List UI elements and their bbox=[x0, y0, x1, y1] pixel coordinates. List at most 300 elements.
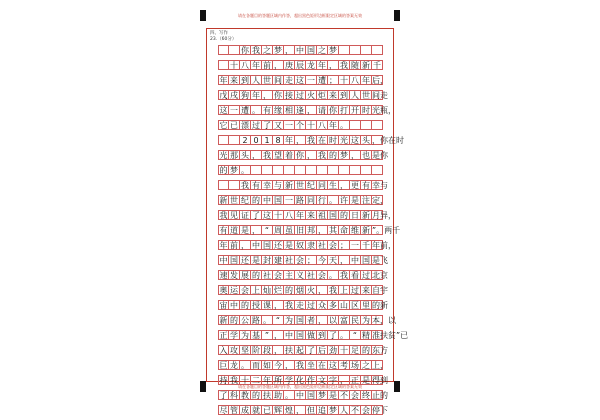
grid-cell: 是 bbox=[252, 256, 260, 265]
grid-cell: 过 bbox=[252, 121, 260, 130]
grid-cell: 也 bbox=[362, 151, 370, 160]
grid-cell: 炬 bbox=[318, 91, 326, 100]
grid-cell: 光瓶， bbox=[372, 106, 396, 115]
grid-row bbox=[218, 135, 404, 145]
grid-cell: 一 bbox=[230, 106, 238, 115]
grid-cell: 八 bbox=[318, 121, 326, 130]
grid-cell: 的 bbox=[362, 346, 370, 355]
grid-cell: 幸 bbox=[263, 181, 271, 190]
grid-cell: 停下 bbox=[372, 406, 388, 415]
grid-cell: 在 bbox=[318, 361, 326, 370]
grid-cell: 北京 bbox=[372, 271, 388, 280]
grid-cell: 同 bbox=[307, 196, 315, 205]
grid-cell: 。 bbox=[340, 331, 348, 340]
grid-cell: 见 bbox=[230, 211, 238, 220]
grid-cell: 我 bbox=[285, 301, 293, 310]
grid-cell: 。 bbox=[329, 271, 337, 280]
grid-cell: 中 bbox=[296, 391, 304, 400]
grid-cell: 终 bbox=[362, 391, 370, 400]
grid-row bbox=[218, 225, 401, 235]
grid-cell: 精 bbox=[362, 331, 370, 340]
grid-cell: ； bbox=[307, 256, 315, 265]
grid-cell: 起 bbox=[296, 346, 304, 355]
grid-cell: 新 bbox=[362, 61, 370, 70]
grid-cell: 走 bbox=[285, 76, 293, 85]
grid-cell: 又 bbox=[274, 121, 282, 130]
grid-cell: 的新 bbox=[372, 301, 388, 310]
grid-cell: 。 bbox=[340, 121, 348, 130]
grid-row bbox=[218, 150, 388, 160]
grid-cell: 义 bbox=[296, 271, 304, 280]
grid-cell: 其 bbox=[329, 226, 337, 235]
grid-cell: 人 bbox=[351, 91, 359, 100]
grid-cell: 有 bbox=[219, 226, 228, 235]
grid-cell: 我 bbox=[318, 151, 326, 160]
grid-cell: 八 bbox=[285, 211, 293, 220]
grid-cell: 新 bbox=[219, 196, 228, 205]
grid-cell: ， bbox=[296, 406, 304, 415]
grid-cell bbox=[339, 165, 350, 175]
grid-cell: 成 bbox=[241, 406, 249, 415]
grid-cell: 龙 bbox=[230, 361, 238, 370]
grid-cell: 我 bbox=[307, 136, 315, 145]
grid-cell: 基 bbox=[252, 331, 260, 340]
grid-cell: 道 bbox=[230, 226, 238, 235]
grid-cell: 有 bbox=[362, 181, 370, 190]
grid-cell: 时 bbox=[362, 106, 370, 115]
grid-cell: 富 bbox=[340, 316, 348, 325]
grid-cell: 以 bbox=[329, 316, 337, 325]
grid-cell: 这 bbox=[219, 106, 228, 115]
grid-cell: 新 bbox=[285, 181, 293, 190]
grid-cell: 持 bbox=[219, 376, 228, 385]
grid-cell: 这 bbox=[296, 76, 304, 85]
grid-cell: 定， bbox=[372, 196, 388, 205]
grid-cell: 坐 bbox=[307, 361, 315, 370]
grid-cell bbox=[317, 165, 328, 175]
grid-cell: 自宇 bbox=[372, 286, 388, 295]
grid-cell: 年 bbox=[219, 241, 228, 250]
grid-cell: 月异， bbox=[372, 211, 396, 220]
grid-cell bbox=[295, 165, 306, 175]
grid-cell: 随 bbox=[351, 61, 359, 70]
grid-cell: 足 bbox=[351, 346, 359, 355]
grid-cell: 所 bbox=[274, 376, 282, 385]
grid-cell: 我 bbox=[296, 361, 304, 370]
grid-cell: 你 bbox=[329, 106, 337, 115]
grid-row bbox=[218, 210, 396, 220]
grid-row bbox=[218, 255, 388, 265]
grid-cell: 相 bbox=[285, 106, 293, 115]
grid-cell: 会 bbox=[362, 406, 370, 415]
grid-cell: 。 bbox=[263, 316, 271, 325]
writing-grid bbox=[218, 45, 409, 420]
grid-cell: 速 bbox=[219, 271, 228, 280]
grid-cell: 已 bbox=[230, 121, 238, 130]
grid-cell: 灿 bbox=[263, 286, 271, 295]
grid-cell: 科 bbox=[230, 391, 238, 400]
grid-cell: 间走 bbox=[372, 91, 388, 100]
grid-cell: 同 bbox=[318, 181, 326, 190]
grid-cell: 是 bbox=[362, 376, 370, 385]
grid-row bbox=[218, 405, 388, 415]
grid-cell: ， bbox=[340, 181, 348, 190]
grid-cell: “ bbox=[262, 225, 273, 235]
grid-cell: 宙 bbox=[219, 301, 228, 310]
grid-row bbox=[218, 270, 388, 280]
grid-cell: 年 bbox=[362, 76, 370, 85]
grid-cell: ， bbox=[340, 376, 348, 385]
grid-cell: 社 bbox=[285, 256, 293, 265]
grid-cell: 尽 bbox=[219, 406, 228, 415]
grid-cell: 今 bbox=[274, 361, 282, 370]
grid-cell: 十 bbox=[230, 61, 238, 70]
grid-cell: 八 bbox=[351, 76, 359, 85]
grid-cell: 者 bbox=[307, 316, 315, 325]
grid-cell bbox=[229, 45, 240, 55]
grid-cell: ， bbox=[274, 61, 282, 70]
grid-cell: 梦 bbox=[340, 151, 348, 160]
grid-cell: 是 bbox=[285, 241, 293, 250]
grid-cell: 周 bbox=[274, 226, 282, 235]
grid-cell: 。 bbox=[285, 391, 293, 400]
grid-cell: 追 bbox=[318, 406, 326, 415]
grid-cell: 扶 bbox=[285, 346, 293, 355]
grid-cell: 本，以 bbox=[372, 316, 396, 325]
grid-cell: 走 bbox=[296, 301, 304, 310]
grid-cell: 戌 bbox=[230, 91, 238, 100]
grid-cell: 区 bbox=[351, 301, 359, 310]
grid-cell: 多 bbox=[329, 301, 337, 310]
grid-cell: 头 bbox=[362, 136, 370, 145]
grid-cell: 上 bbox=[340, 286, 348, 295]
grid-cell: 来 bbox=[362, 286, 370, 295]
grid-cell: 时 bbox=[329, 136, 337, 145]
grid-row bbox=[218, 165, 383, 175]
grid-cell: 2 bbox=[240, 135, 251, 145]
grid-cell: 的 bbox=[340, 211, 348, 220]
grid-cell: 梦 bbox=[329, 406, 337, 415]
grid-cell bbox=[251, 165, 262, 175]
grid-cell: 。 bbox=[241, 166, 249, 175]
grid-cell: ” bbox=[262, 330, 273, 340]
grid-cell bbox=[229, 135, 240, 145]
grid-cell: 烂 bbox=[274, 286, 282, 295]
grid-cell: 年 bbox=[285, 136, 293, 145]
grid-cell: ”。两千 bbox=[372, 226, 401, 235]
grid-cell: 国 bbox=[296, 331, 304, 340]
grid-cell: 千 bbox=[373, 61, 381, 70]
grid-cell: 是你 bbox=[372, 151, 388, 160]
grid-cell: 是飞 bbox=[372, 256, 388, 265]
grid-cell: 我 bbox=[230, 376, 238, 385]
grid-cell: 年前， bbox=[372, 241, 396, 250]
grid-cell: 化 bbox=[296, 376, 304, 385]
grid-cell: 世 bbox=[263, 76, 271, 85]
grid-cell: 你 bbox=[296, 151, 304, 160]
grid-cell: 虽 bbox=[285, 226, 293, 235]
grid-cell: 天 bbox=[329, 256, 337, 265]
grid-cell: 十 bbox=[340, 346, 348, 355]
grid-cell: 到 bbox=[241, 76, 249, 85]
question-label: 23.（60分） bbox=[210, 37, 237, 42]
grid-cell: 扶 bbox=[263, 391, 271, 400]
grid-cell: 新 bbox=[219, 316, 228, 325]
grid-cell: 了 bbox=[307, 346, 315, 355]
grid-cell: 国 bbox=[296, 316, 304, 325]
grid-cell: 更 bbox=[351, 181, 359, 190]
grid-cell: 众 bbox=[318, 301, 326, 310]
grid-cell bbox=[372, 120, 383, 130]
grid-cell bbox=[350, 45, 361, 55]
grid-cell: 公 bbox=[241, 316, 249, 325]
grid-cell: 命 bbox=[340, 226, 348, 235]
grid-row bbox=[218, 360, 388, 370]
grid-cell: 千 bbox=[362, 241, 370, 250]
grid-cell: 纪 bbox=[241, 196, 249, 205]
grid-cell: 火 bbox=[307, 91, 315, 100]
grid-cell: 后， bbox=[372, 76, 388, 85]
grid-cell: 管 bbox=[230, 406, 238, 415]
grid-cell: 在 bbox=[318, 136, 326, 145]
grid-cell: 文 bbox=[318, 376, 326, 385]
grid-cell: 来 bbox=[329, 91, 337, 100]
grid-cell: ， bbox=[252, 151, 260, 160]
grid-cell: 今 bbox=[318, 256, 326, 265]
grid-cell: 生 bbox=[329, 181, 337, 190]
grid-cell: 已 bbox=[263, 406, 271, 415]
grid-cell: ， bbox=[329, 61, 337, 70]
grid-cell: ； bbox=[340, 241, 348, 250]
grid-cell: 它 bbox=[219, 121, 228, 130]
grid-cell bbox=[361, 45, 372, 55]
grid-cell: 戊 bbox=[219, 91, 228, 100]
grid-cell: 祖 bbox=[318, 211, 326, 220]
grid-cell: 中 bbox=[285, 331, 293, 340]
grid-cell: 。 bbox=[329, 196, 337, 205]
grid-cell: ； bbox=[329, 76, 337, 85]
grid-cell: 中 bbox=[351, 256, 359, 265]
grid-cell: 看 bbox=[351, 271, 359, 280]
grid-cell: 的 bbox=[252, 196, 260, 205]
grid-cell: 邦 bbox=[307, 226, 315, 235]
answer-sheet bbox=[200, 10, 409, 415]
grid-cell: 你 bbox=[274, 91, 282, 100]
grid-cell: 场 bbox=[351, 361, 359, 370]
grid-cell: 我 bbox=[340, 61, 348, 70]
grid-cell: 国 bbox=[329, 211, 337, 220]
grid-cell: 还 bbox=[241, 256, 249, 265]
grid-cell: 望 bbox=[274, 151, 282, 160]
grid-cell bbox=[372, 165, 383, 175]
header-notice: 请在各题目的答题区域内作答，超出黑色矩形边框限定区域的答案无效 bbox=[238, 13, 362, 18]
grid-cell: 会 bbox=[351, 391, 359, 400]
grid-cell: 是 bbox=[329, 391, 337, 400]
grid-cell: 纪 bbox=[307, 181, 315, 190]
grid-cell: 人 bbox=[252, 76, 260, 85]
grid-cell: 隶 bbox=[307, 241, 315, 250]
grid-cell: 不 bbox=[351, 406, 359, 415]
grid-cell: 的 bbox=[285, 286, 293, 295]
grid-cell: 辰 bbox=[296, 61, 304, 70]
grid-cell: 梦 bbox=[230, 166, 238, 175]
grid-cell: 到 bbox=[340, 91, 348, 100]
grid-cell: 学 bbox=[230, 331, 238, 340]
grid-cell: 0 bbox=[251, 135, 262, 145]
grid-cell: 奴 bbox=[296, 241, 304, 250]
grid-cell bbox=[218, 180, 229, 190]
grid-cell: “ bbox=[350, 330, 361, 340]
grid-cell: 运 bbox=[230, 286, 238, 295]
grid-cell: ， bbox=[318, 316, 326, 325]
grid-cell: 与 bbox=[274, 181, 282, 190]
grid-row bbox=[218, 120, 383, 130]
grid-cell: 坚 bbox=[241, 346, 249, 355]
grid-cell: 的 bbox=[230, 316, 238, 325]
grid-cell: 字 bbox=[329, 376, 337, 385]
grid-cell: 梦 bbox=[274, 46, 282, 55]
grid-cell: 社 bbox=[307, 271, 315, 280]
grid-cell: 来 bbox=[230, 76, 238, 85]
grid-cell: 。 bbox=[252, 106, 260, 115]
grid-cell: 国 bbox=[274, 196, 282, 205]
grid-cell: 火 bbox=[307, 286, 315, 295]
grid-cell: 世 bbox=[296, 181, 304, 190]
grid-cell: 之 bbox=[318, 46, 326, 55]
grid-cell: 光 bbox=[219, 151, 228, 160]
grid-cell: 一 bbox=[285, 121, 293, 130]
grid-cell bbox=[339, 45, 350, 55]
grid-cell: 会 bbox=[296, 256, 304, 265]
grid-cell: 发 bbox=[230, 271, 238, 280]
grid-cell: ， bbox=[296, 136, 304, 145]
grid-cell: 国 bbox=[307, 46, 315, 55]
grid-cell: ， bbox=[351, 151, 359, 160]
grid-cell: 劲 bbox=[329, 346, 337, 355]
grid-cell: 考 bbox=[340, 361, 348, 370]
grid-cell: 这 bbox=[263, 211, 271, 220]
grid-cell: 这 bbox=[329, 361, 337, 370]
grid-cell bbox=[361, 165, 372, 175]
grid-cell: 而 bbox=[252, 361, 260, 370]
grid-cell: 之 bbox=[362, 361, 370, 370]
grid-cell: 是 bbox=[241, 226, 249, 235]
grid-cell: 漂 bbox=[241, 121, 249, 130]
grid-cell: 得到 bbox=[372, 376, 388, 385]
grid-cell: 烟 bbox=[296, 286, 304, 295]
grid-cell: 狗 bbox=[241, 91, 249, 100]
grid-row bbox=[218, 315, 396, 325]
grid-cell: 是 bbox=[351, 196, 359, 205]
grid-cell: 梦 bbox=[329, 46, 337, 55]
grid-cell bbox=[218, 60, 229, 70]
grid-row bbox=[218, 45, 383, 55]
grid-cell: 里 bbox=[362, 301, 370, 310]
grid-cell: 一 bbox=[285, 196, 293, 205]
grid-cell: 人 bbox=[340, 406, 348, 415]
grid-cell: ， bbox=[274, 346, 282, 355]
grid-cell bbox=[284, 165, 295, 175]
grid-cell: 上 bbox=[252, 286, 260, 295]
grid-cell: 年 bbox=[296, 211, 304, 220]
grid-cell bbox=[361, 120, 372, 130]
grid-cell: 世 bbox=[362, 91, 370, 100]
grid-row bbox=[218, 330, 409, 340]
grid-cell: ， bbox=[307, 151, 315, 160]
grid-row bbox=[218, 390, 388, 400]
grid-cell: 国 bbox=[263, 241, 271, 250]
grid-cell: 开 bbox=[351, 106, 359, 115]
grid-cell: 了 bbox=[263, 121, 271, 130]
grid-cell bbox=[229, 180, 240, 190]
footer-notice: 请在各题目的答题区域内作答，超出黑色矩形边框限定区域的答案无效 bbox=[238, 384, 362, 389]
grid-cell: 行 bbox=[318, 196, 326, 205]
grid-cell: 前 bbox=[230, 241, 238, 250]
grid-cell: ， bbox=[318, 226, 326, 235]
grid-cell: 来 bbox=[307, 211, 315, 220]
grid-cell bbox=[372, 45, 383, 55]
grid-cell: 辉 bbox=[274, 406, 282, 415]
grid-cell: 中 bbox=[230, 301, 238, 310]
grid-cell: 会 bbox=[329, 241, 337, 250]
grid-cell: 会 bbox=[318, 271, 326, 280]
grid-cell: 八 bbox=[241, 61, 249, 70]
grid-row bbox=[218, 180, 388, 190]
grid-cell: 新 bbox=[362, 226, 370, 235]
grid-cell: 遭 bbox=[318, 76, 326, 85]
grid-cell: 主 bbox=[285, 271, 293, 280]
grid-cell bbox=[306, 165, 317, 175]
grid-cell: 有 bbox=[263, 106, 271, 115]
grid-cell: 的 bbox=[252, 271, 260, 280]
grid-cell: 逢 bbox=[296, 106, 304, 115]
grid-cell: 不 bbox=[340, 391, 348, 400]
grid-cell: 中 bbox=[296, 46, 304, 55]
grid-cell: 梦 bbox=[318, 391, 326, 400]
grid-cell: 旧 bbox=[296, 226, 304, 235]
grid-cell: 国 bbox=[362, 256, 370, 265]
grid-cell: ， bbox=[263, 91, 271, 100]
grid-row bbox=[218, 75, 388, 85]
grid-cell: ，你在时 bbox=[372, 136, 404, 145]
grid-cell: 那 bbox=[230, 151, 238, 160]
grid-cell: 个 bbox=[296, 121, 304, 130]
grid-cell: 我 bbox=[241, 181, 249, 190]
grid-cell: 庚 bbox=[285, 61, 293, 70]
grid-cell: 请 bbox=[318, 106, 326, 115]
grid-cell: 攻 bbox=[230, 346, 238, 355]
grid-cell: 还 bbox=[274, 241, 282, 250]
grid-cell: 助 bbox=[274, 391, 282, 400]
grid-cell: 授 bbox=[252, 301, 260, 310]
grid-row bbox=[218, 240, 396, 250]
grid-cell: 过 bbox=[362, 271, 370, 280]
grid-cell: 教 bbox=[241, 391, 249, 400]
grid-cell: 会 bbox=[241, 286, 249, 295]
grid-cell: 民 bbox=[351, 316, 359, 325]
grid-cell: ， bbox=[340, 256, 348, 265]
grid-cell: 过 bbox=[307, 301, 315, 310]
grid-cell: 上， bbox=[372, 361, 388, 370]
grid-cell: 封 bbox=[263, 256, 271, 265]
grid-cell bbox=[350, 165, 361, 175]
grid-cell: 过 bbox=[296, 91, 304, 100]
grid-cell: 年 bbox=[318, 61, 326, 70]
grid-cell: 准扶贫”已 bbox=[372, 331, 409, 340]
grid-cell: “ bbox=[273, 315, 284, 325]
grid-cell: 之 bbox=[263, 46, 271, 55]
grid-cell: 缘 bbox=[274, 106, 282, 115]
